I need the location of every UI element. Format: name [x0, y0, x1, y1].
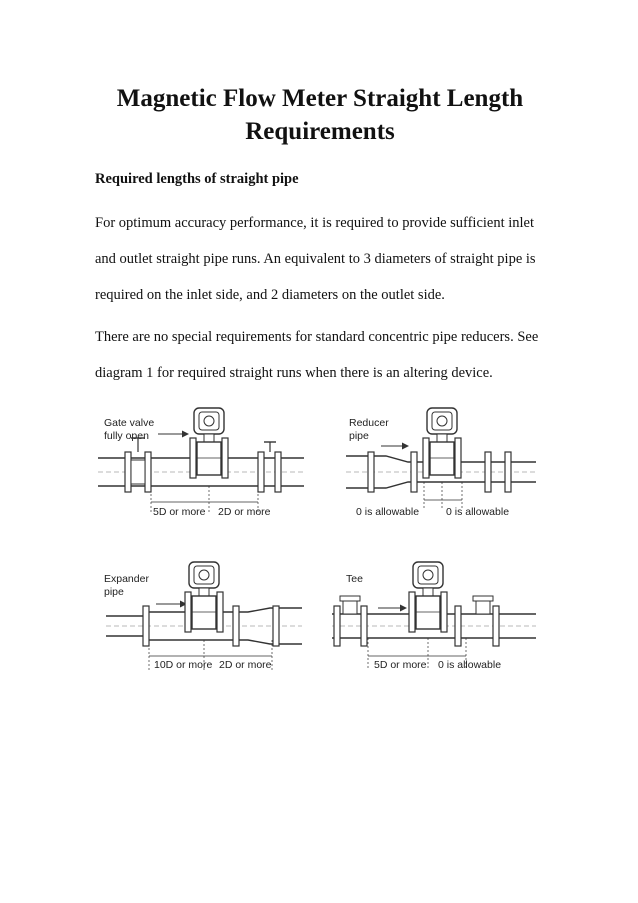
- panel3-inlet-length: 10D or more: [154, 659, 213, 671]
- paragraph-reducers: There are no special requirements for standard concentric pipe reducers. See diagram 1 for required straight runs when there is an altering device.: [95, 329, 539, 381]
- panel-expander: [104, 562, 302, 671]
- panel4-inlet-length: 5D or more: [374, 659, 427, 671]
- section-heading: Required lengths of straight pipe: [95, 171, 299, 187]
- panel3-outlet-length: 2D or more: [219, 659, 272, 671]
- panel1-inlet-length: 5D or more: [153, 506, 206, 518]
- panel2-outlet-length: 0 is allowable: [446, 506, 510, 518]
- panel3-label-line2: pipe: [104, 586, 124, 598]
- panel1-label-line1: Gate valve: [104, 417, 155, 429]
- panel4-outlet-length: 0 is allowable: [438, 659, 502, 671]
- panel2-inlet-length: 0 is allowable: [356, 506, 420, 518]
- diagram-svg: [96, 398, 542, 688]
- document-title: Magnetic Flow Meter Straight Length Requirements: [116, 85, 524, 145]
- panel4-label-line1: Tee: [346, 573, 363, 585]
- panel-reducer: [346, 408, 536, 518]
- panel2-label-line2: pipe: [349, 430, 369, 442]
- panel1-outlet-length: 2D or more: [218, 506, 271, 518]
- panel3-label-line1: Expander: [104, 573, 149, 585]
- panel2-label-line1: Reducer: [349, 417, 389, 429]
- straight-run-diagram: [96, 398, 542, 688]
- panel-tee: [332, 562, 536, 671]
- paragraph-inlet-outlet: For optimum accuracy performance, it is required to provide sufficient inlet and outlet straight pipe runs. An equivalent to 3 diameters of straight pipe is required on the inlet side, and 2 diameters on the outlet side.: [95, 215, 536, 303]
- panel-gate-valve: [98, 408, 304, 518]
- panel1-label-line2: fully open: [104, 430, 149, 442]
